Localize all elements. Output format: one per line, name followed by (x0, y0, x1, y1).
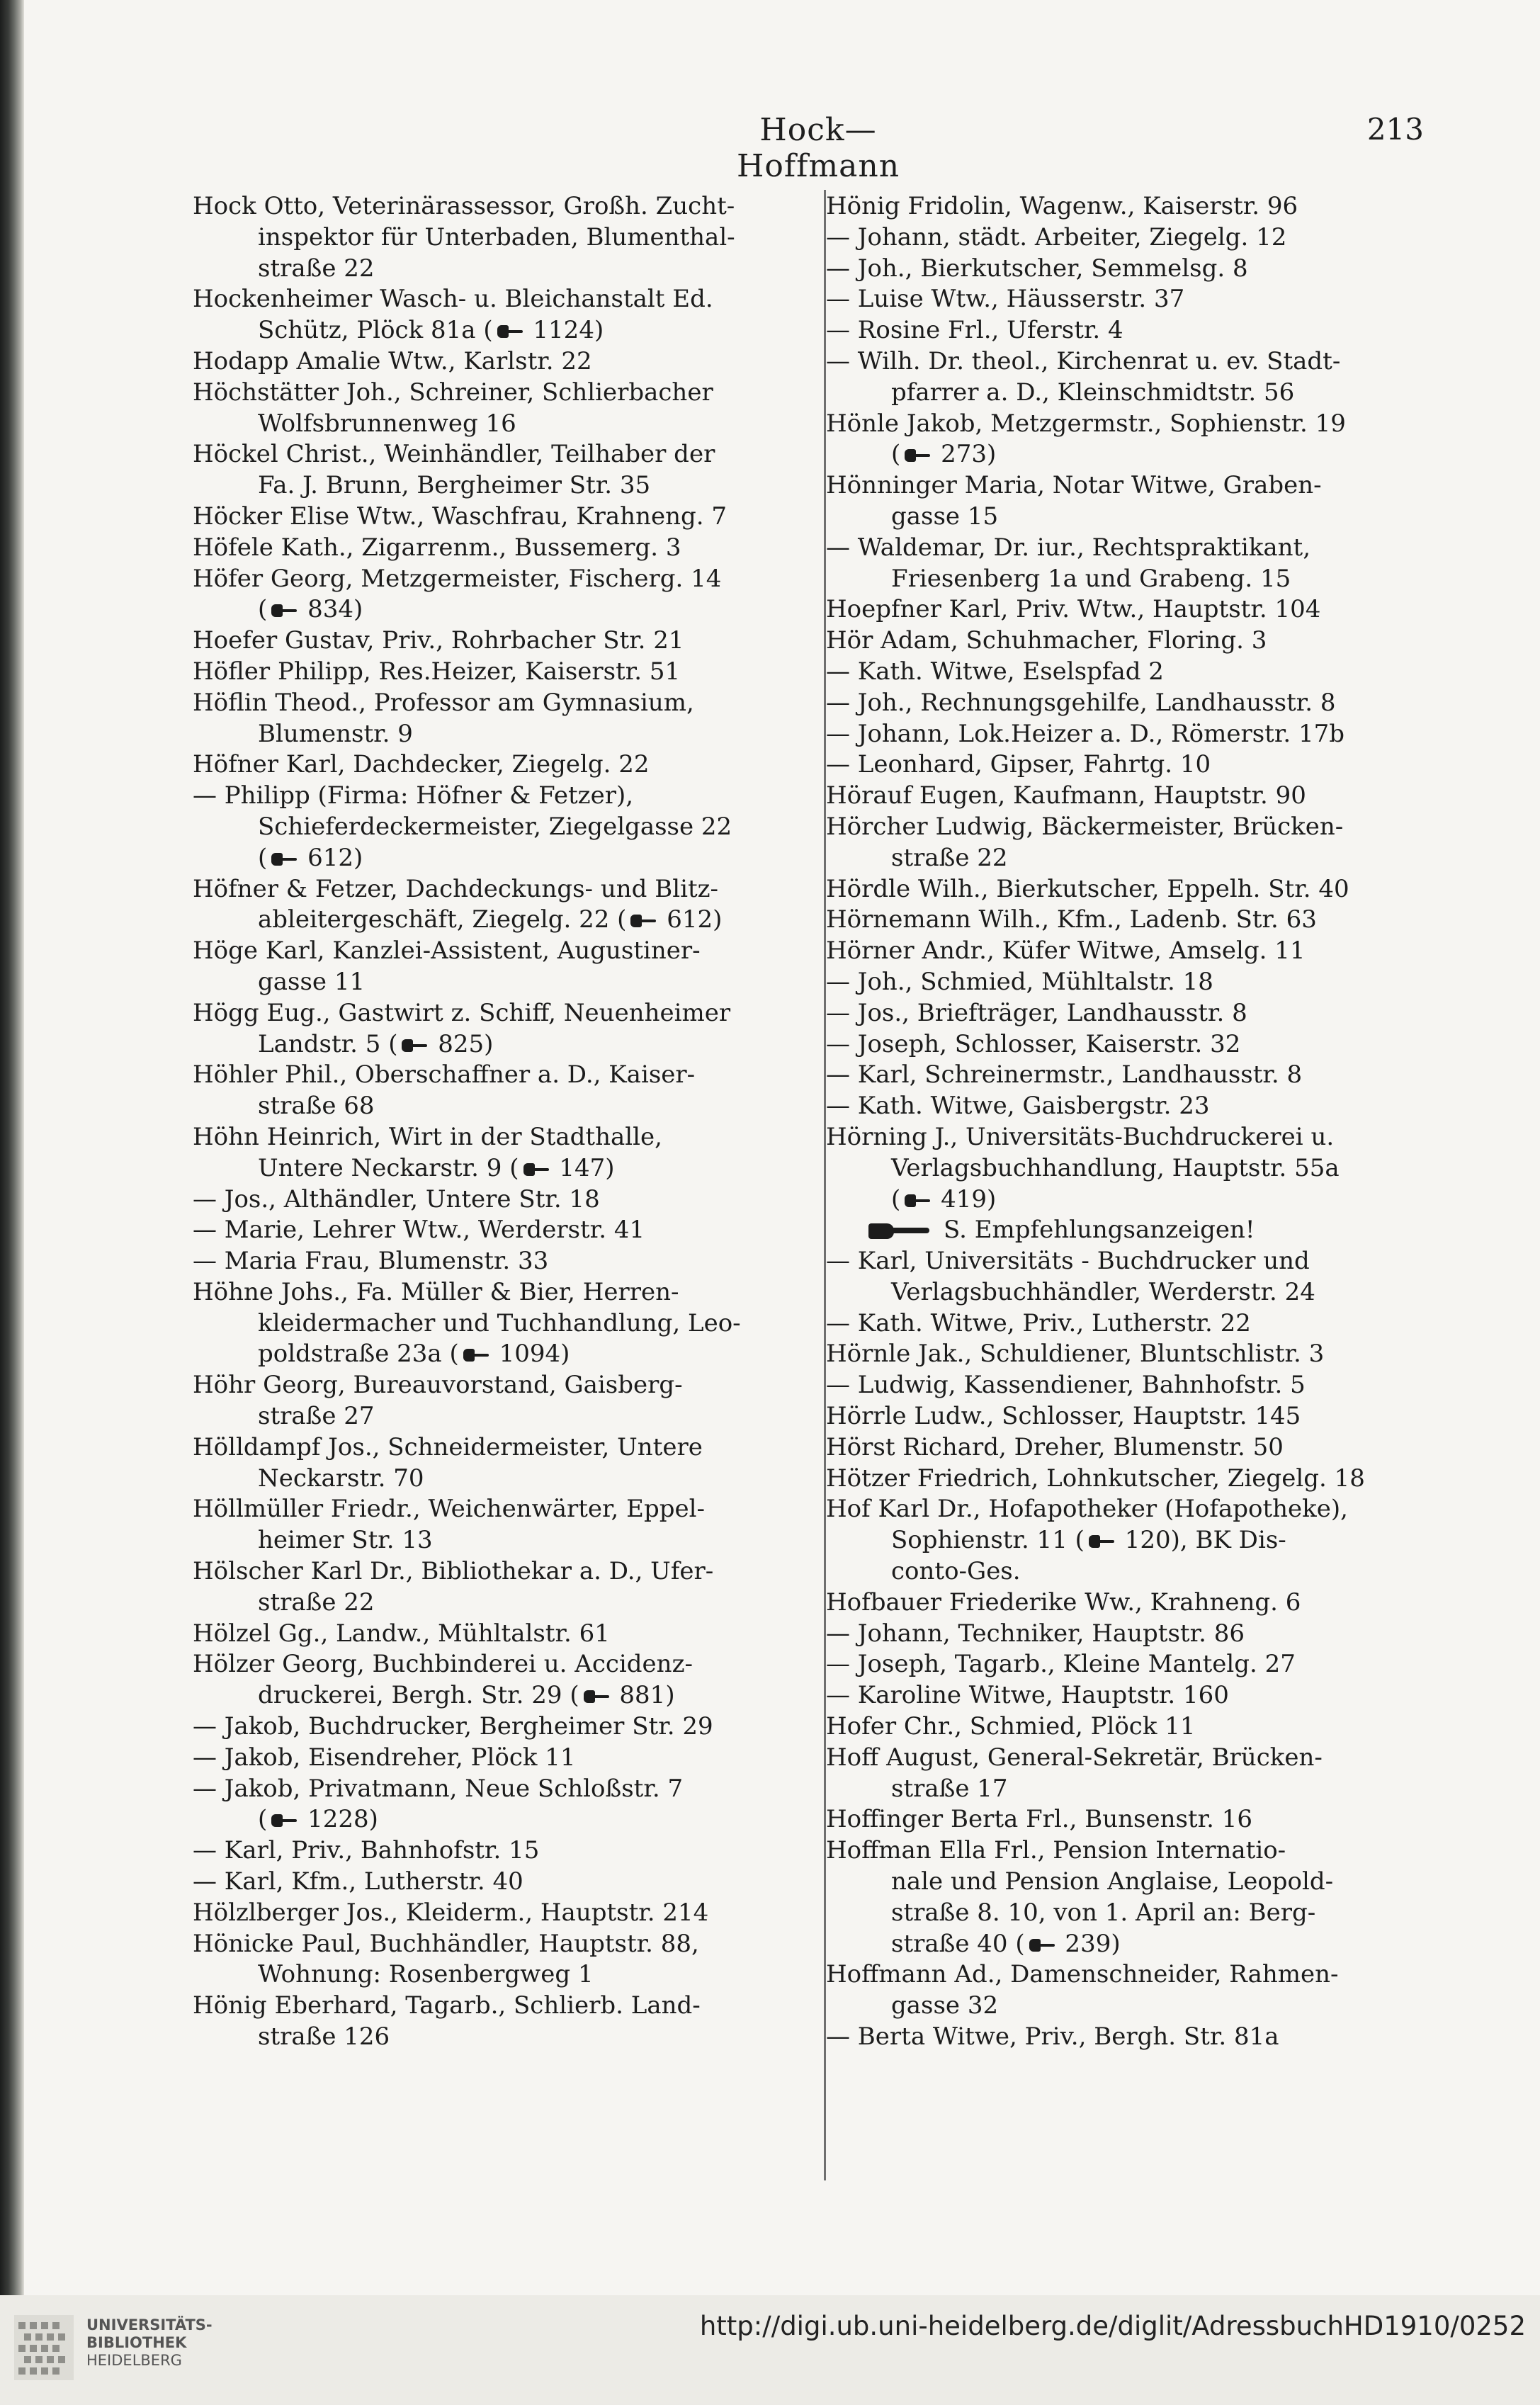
directory-entry-line: Hoffman Ella Frl., Pension Internatio- (826, 1836, 1286, 1865)
directory-entry-line: — Joh., Rechnungsgehilfe, Landhausstr. 8 (826, 688, 1336, 717)
directory-entry-line: — Marie, Lehrer Wtw., Werderstr. 41 (193, 1216, 645, 1245)
telephone-icon (268, 851, 297, 867)
entry-continuation-line: straße 27 (258, 1402, 375, 1431)
telephone-icon (581, 1689, 609, 1704)
directory-entry-line: Hönig Eberhard, Tagarb., Schlierb. Land- (193, 1991, 701, 2020)
entry-continuation-line: straße 22 (258, 254, 375, 283)
directory-entry-line: Hönig Fridolin, Wagenw., Kaiserstr. 96 (826, 192, 1298, 220)
directory-entry-line: — Karl, Schreinermstr., Landhausstr. 8 (826, 1060, 1303, 1090)
directory-entry-line: S. Empfehlungsanzeigen! (826, 1215, 1435, 1246)
entry-continuation-line: Wolfsbrunnenweg 16 (258, 409, 516, 438)
directory-entry-line: Hockenheimer Wasch- u. Bleichanstalt Ed. (193, 285, 713, 314)
page-number: 213 (1366, 112, 1424, 147)
directory-entry-line: Hölzer Georg, Buchbinderei u. Accidenz- (193, 1650, 693, 1679)
telephone-icon (268, 603, 297, 618)
directory-entry-line: Hock Otto, Veterinärassessor, Großh. Zucht- (193, 192, 735, 220)
telephone-icon (494, 324, 523, 339)
directory-entry-line: Hölzlberger Jos., Kleiderm., Hauptstr. 214 (193, 1898, 709, 1927)
directory-entry-line: — Johann, Techniker, Hauptstr. 86 (826, 1619, 1245, 1648)
directory-entry-line: Hoefer Gustav, Priv., Rohrbacher Str. 21 (193, 626, 684, 655)
telephone-icon (628, 913, 656, 929)
entry-continuation-line: gasse 32 (891, 1991, 999, 2020)
directory-entry-line: Hördle Wilh., Bierkutscher, Eppelh. Str. 40 (826, 874, 1349, 903)
telephone-icon (902, 1193, 930, 1209)
entry-continuation-line: gasse 11 (258, 967, 366, 996)
directory-entry-line: — Luise Wtw., Häusserstr. 37 (826, 285, 1185, 314)
entry-continuation-line: Fa. J. Brunn, Bergheimer Str. 35 (258, 471, 651, 500)
directory-entry-line: Hötzer Friedrich, Lohnkutscher, Ziegelg. 18 (826, 1464, 1365, 1493)
directory-entry-line: — Karl, Universitäts - Buchdrucker und (826, 1247, 1310, 1276)
entry-continuation-line: ( 273) (891, 440, 997, 469)
directory-entry-line: — Wilh. Dr. theol., Kirchenrat u. ev. Stadt- (826, 346, 1341, 375)
directory-entry-line: Höcker Elise Wtw., Waschfrau, Krahneng. 7 (193, 502, 727, 531)
directory-entry-line: Höflin Theod., Professor am Gymnasium, (193, 688, 694, 717)
directory-entry-line: Hörner Andr., Küfer Witwe, Amselg. 11 (826, 936, 1306, 966)
entry-continuation-line: straße 126 (258, 2022, 390, 2052)
directory-entry-line: Höfer Georg, Metzgermeister, Fischerg. 14 (193, 564, 722, 593)
directory-entry-line: Höchstätter Joh., Schreiner, Schlierbacher (193, 378, 713, 407)
directory-entry-line: Hörst Richard, Dreher, Blumenstr. 50 (826, 1432, 1284, 1461)
directory-entry-line: Höhne Johs., Fa. Müller & Bier, Herren- (193, 1277, 679, 1306)
directory-entry-line: Hönle Jakob, Metzgermstr., Sophienstr. 19 (826, 409, 1346, 438)
directory-entry-line: — Jos., Briefträger, Landhausstr. 8 (826, 998, 1247, 1027)
entry-continuation-line: Neckarstr. 70 (258, 1464, 424, 1493)
telephone-icon (460, 1347, 489, 1363)
directory-entry-line: Höge Karl, Kanzlei-Assistent, Augustiner- (193, 936, 701, 966)
entry-continuation-line: Schütz, Plöck 81a ( 1124) (258, 316, 604, 345)
entry-continuation-line: conto-Ges. (891, 1557, 1021, 1586)
directory-entry-line: Hoffinger Berta Frl., Bunsenstr. 16 (826, 1805, 1252, 1834)
telephone-icon (1026, 1937, 1055, 1953)
directory-entry-line: Höfler Philipp, Res.Heizer, Kaiserstr. 51 (193, 657, 681, 686)
directory-entry-line: Högg Eug., Gastwirt z. Schiff, Neuenheimer (193, 998, 731, 1027)
directory-entry-line: Hoffmann Ad., Damenschneider, Rahmen- (826, 1960, 1339, 1989)
entry-continuation-line: Blumenstr. 9 (258, 719, 413, 748)
entry-continuation-line: straße 8. 10, von 1. April an: Berg- (891, 1898, 1316, 1927)
directory-entry-line: — Johann, städt. Arbeiter, Ziegelg. 12 (826, 222, 1287, 251)
entry-continuation-line: Friesenberg 1a und Grabeng. 15 (891, 564, 1291, 593)
left-column (193, 191, 788, 2053)
directory-entry-line: Höhler Phil., Oberschaffner a. D., Kaiser- (193, 1060, 696, 1090)
entry-continuation-line: Verlagsbuchhandlung, Hauptstr. 55a (891, 1153, 1340, 1182)
directory-entry-line: — Maria Frau, Blumenstr. 33 (193, 1247, 549, 1276)
directory-entry-line: Hof Karl Dr., Hofapotheker (Hofapotheke), (826, 1495, 1348, 1524)
entry-continuation-line: nale und Pension Anglaise, Leopold- (891, 1867, 1334, 1896)
directory-entry-line: Hofer Chr., Schmied, Plöck 11 (826, 1712, 1196, 1741)
directory-entry-line: — Joh., Schmied, Mühltalstr. 18 (826, 967, 1213, 996)
directory-entry-line: — Jakob, Eisendreher, Plöck 11 (193, 1743, 576, 1772)
entry-continuation-line: druckerei, Bergh. Str. 29 ( 881) (258, 1681, 675, 1710)
telephone-icon (399, 1038, 427, 1053)
directory-entry-line: Höfele Kath., Zigarrenm., Bussemerg. 3 (193, 533, 681, 562)
directory-entry-line: — Rosine Frl., Uferstr. 4 (826, 316, 1123, 345)
entry-continuation-line: Wohnung: Rosenbergweg 1 (258, 1960, 594, 1989)
entry-continuation-line: straße 68 (258, 1092, 375, 1121)
entry-continuation-line: ( 834) (258, 595, 363, 624)
entry-continuation-line: gasse 15 (891, 502, 999, 531)
entry-continuation-line: ( 419) (891, 1184, 997, 1213)
directory-entry-line: — Berta Witwe, Priv., Bergh. Str. 81a (826, 2022, 1279, 2052)
entry-continuation-line: poldstraße 23a ( 1094) (258, 1340, 570, 1369)
directory-entry-line: Hoepfner Karl, Priv. Wtw., Hauptstr. 104 (826, 595, 1321, 624)
directory-entry-line: — Joseph, Tagarb., Kleine Mantelg. 27 (826, 1650, 1296, 1679)
directory-entry-line: — Joh., Bierkutscher, Semmelsg. 8 (826, 254, 1248, 283)
directory-entry-line: Hönninger Maria, Notar Witwe, Graben- (826, 471, 1322, 500)
directory-entry-line: — Kath. Witwe, Gaisbergstr. 23 (826, 1092, 1210, 1121)
entry-continuation-line: Untere Neckarstr. 9 ( 147) (258, 1153, 615, 1182)
directory-entry-line: — Johann, Lok.Heizer a. D., Römerstr. 17b (826, 719, 1344, 748)
directory-entry-line: — Kath. Witwe, Eselspfad 2 (826, 657, 1164, 686)
library-name: UNIVERSITÄTS- BIBLIOTHEK HEIDELBERG (86, 2316, 213, 2369)
directory-entry-line: Hörrle Ludw., Schlosser, Hauptstr. 145 (826, 1402, 1301, 1431)
telephone-icon (268, 1813, 297, 1828)
directory-entry-line: Hoff August, General-Sekretär, Brücken- (826, 1743, 1323, 1772)
directory-entry-line: Hölzel Gg., Landw., Mühltalstr. 61 (193, 1619, 610, 1648)
directory-entry-line: Höfner & Fetzer, Dachdeckungs- und Blitz- (193, 874, 719, 903)
book-spine-edge (0, 0, 24, 2295)
directory-entry-line: Hörcher Ludwig, Bäckermeister, Brücken- (826, 812, 1344, 841)
directory-entry-line: — Kath. Witwe, Priv., Lutherstr. 22 (826, 1308, 1251, 1337)
telephone-icon (521, 1162, 549, 1177)
entry-continuation-line: ( 1228) (258, 1805, 378, 1834)
entry-continuation-line: Landstr. 5 ( 825) (258, 1029, 494, 1058)
directory-entry-line: Hörnle Jak., Schuldiener, Bluntschlistr. 3 (826, 1340, 1325, 1369)
entry-continuation-line: ( 612) (258, 843, 363, 872)
directory-entry-line: Höfner Karl, Dachdecker, Ziegelg. 22 (193, 750, 650, 779)
directory-entry-line: — Jakob, Buchdrucker, Bergheimer Str. 29 (193, 1712, 713, 1741)
directory-entry-line: Hölldampf Jos., Schneidermeister, Untere (193, 1432, 703, 1461)
entry-continuation-line: straße 22 (258, 1588, 375, 1617)
directory-entry-line: — Karl, Kfm., Lutherstr. 40 (193, 1867, 523, 1896)
directory-entry-line: — Jakob, Privatmann, Neue Schloßstr. 7 (193, 1774, 684, 1803)
directory-entry-line: — Philipp (Firma: Höfner & Fetzer), (193, 781, 634, 810)
right-column (826, 191, 1435, 2053)
directory-entry-line: Höhr Georg, Bureauvorstand, Gaisberg- (193, 1371, 683, 1400)
directory-entry-line: Hörning J., Universitäts-Buchdruckerei u. (826, 1122, 1335, 1151)
directory-entry-line: — Ludwig, Kassendiener, Bahnhofstr. 5 (826, 1371, 1306, 1400)
directory-entry-line: Hofbauer Friederike Ww., Krahneng. 6 (826, 1588, 1301, 1617)
directory-entry-line: Hörnemann Wilh., Kfm., Ladenb. Str. 63 (826, 905, 1317, 934)
directory-entry-line: Höllmüller Friedr., Weichenwärter, Eppel- (193, 1495, 705, 1524)
directory-entry-line: — Joseph, Schlosser, Kaiserstr. 32 (826, 1029, 1241, 1058)
source-url-link[interactable]: http://digi.ub.uni-heidelberg.de/diglit/AdressbuchHD1910/0252 (699, 2311, 1526, 2341)
directory-entry-line: Höhn Heinrich, Wirt in der Stadthalle, (193, 1122, 662, 1151)
directory-entry-line: — Jos., Althändler, Untere Str. 18 (193, 1184, 600, 1213)
directory-entry-line: Hönicke Paul, Buchhändler, Hauptstr. 88, (193, 1929, 699, 1958)
directory-entry-line: Hörauf Eugen, Kaufmann, Hauptstr. 90 (826, 781, 1306, 810)
entry-continuation-line: Schieferdeckermeister, Ziegelgasse 22 (258, 812, 732, 841)
entry-continuation-line: inspektor für Unterbaden, Blumenthal- (258, 222, 735, 251)
directory-entry-line: — Karl, Priv., Bahnhofstr. 15 (193, 1836, 540, 1865)
directory-entry-line: Hodapp Amalie Wtw., Karlstr. 22 (193, 346, 592, 375)
telephone-icon (1086, 1534, 1114, 1549)
entry-continuation-line: straße 22 (891, 843, 1008, 872)
directory-entry-line: — Leonhard, Gipser, Fahrtg. 10 (826, 750, 1211, 779)
library-logo-icon (14, 2315, 74, 2380)
directory-entry-line: Hör Adam, Schuhmacher, Floring. 3 (826, 626, 1267, 655)
running-head: Hock—Hoffmann (736, 112, 900, 184)
entry-continuation-line: heimer Str. 13 (258, 1526, 433, 1555)
entry-continuation-line: Sophienstr. 11 ( 120), BK Dis- (891, 1526, 1286, 1555)
entry-continuation-line: Verlagsbuchhändler, Werderstr. 24 (891, 1277, 1315, 1306)
directory-entry-line: Höckel Christ., Weinhändler, Teilhaber der (193, 440, 715, 469)
directory-entry-line: Hölscher Karl Dr., Bibliothekar a. D., Ufer- (193, 1557, 714, 1586)
pointing-hand-icon (868, 1222, 929, 1240)
entry-continuation-line: kleidermacher und Tuchhandlung, Leo- (258, 1308, 741, 1337)
entry-continuation-line: straße 40 ( 239) (891, 1929, 1121, 1958)
telephone-icon (902, 448, 930, 463)
entry-continuation-line: pfarrer a. D., Kleinschmidtstr. 56 (891, 378, 1295, 407)
entry-continuation-line: straße 17 (891, 1774, 1008, 1803)
directory-entry-line: — Karoline Witwe, Hauptstr. 160 (826, 1681, 1229, 1710)
entry-continuation-line: ableitergeschäft, Ziegelg. 22 ( 612) (258, 905, 723, 934)
directory-entry-line: — Waldemar, Dr. iur., Rechtspraktikant, (826, 533, 1311, 562)
